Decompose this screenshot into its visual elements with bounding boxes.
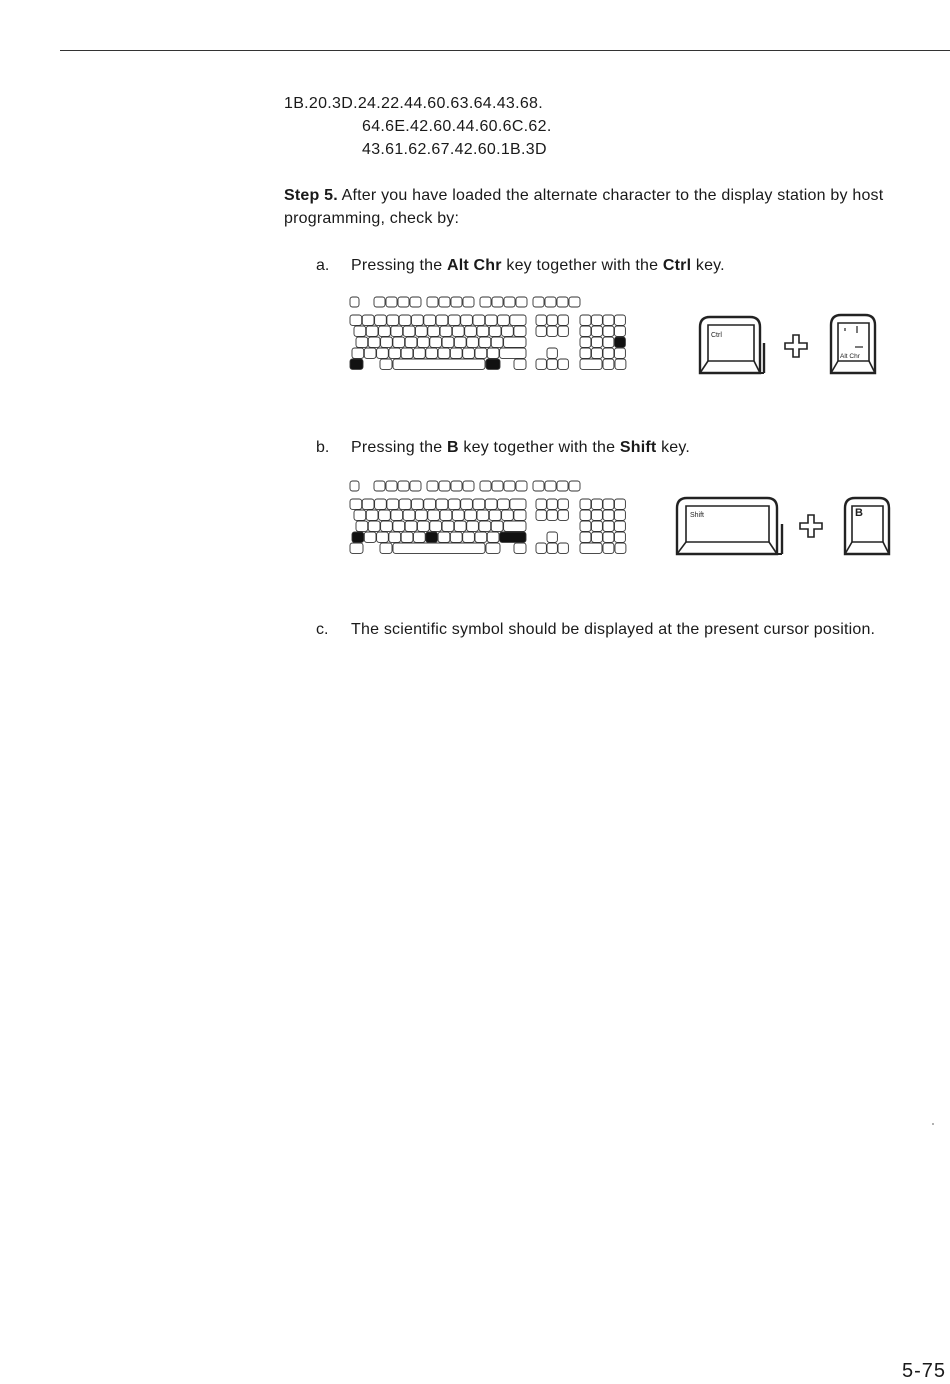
- keyboard-key: [410, 481, 421, 491]
- keyboard-key: [352, 348, 364, 358]
- keyboard-key: [533, 481, 544, 491]
- keyboard-key: [393, 359, 485, 369]
- keyboard-key: [387, 499, 399, 509]
- keyboard-key: [558, 510, 568, 520]
- keyboard-key: [592, 348, 603, 358]
- keyboard-key: [393, 337, 405, 347]
- keyboard-key: [504, 297, 515, 307]
- keyboard-key: [580, 521, 591, 531]
- keyboard-key: [350, 297, 359, 307]
- keyboard-key: [580, 359, 602, 369]
- keyboard-key: [386, 481, 397, 491]
- keyboard-key: [427, 297, 438, 307]
- keyboard-key: [603, 499, 614, 509]
- item-a-key-alt-chr: Alt Chr: [446, 257, 502, 274]
- keyboard-key: [380, 359, 392, 369]
- keyboard-key: [377, 348, 389, 358]
- keyboard-key: [398, 297, 409, 307]
- keyboard-key: [393, 543, 485, 553]
- keyboard-key: [547, 326, 557, 336]
- keyboard-key: [473, 499, 485, 509]
- keyboard-key: [452, 326, 464, 336]
- keyboard-key: [487, 532, 499, 542]
- keyboard-key: [498, 315, 510, 325]
- keyboard-key: [381, 337, 393, 347]
- keyboard-key: [364, 348, 376, 358]
- keyboard-key: [547, 499, 557, 509]
- keyboard-key: [403, 510, 415, 520]
- keyboard-key: [558, 499, 568, 509]
- keyboard-key: [364, 532, 376, 542]
- keyboard-key: [533, 297, 544, 307]
- keyboard-key: [440, 326, 452, 336]
- keyboard-key: [504, 521, 526, 531]
- keyboard-key: [393, 521, 405, 531]
- item-a-marker: a.: [316, 257, 330, 274]
- item-b-marker: b.: [316, 439, 330, 456]
- keyboard-key: [418, 521, 430, 531]
- keyboard-key: [603, 510, 614, 520]
- keyboard-key: [450, 348, 462, 358]
- keyboard-key: [480, 297, 491, 307]
- keyboard-key: [454, 521, 466, 531]
- hex-code-line-2: 64.6E.42.60.44.60.6C.62.: [362, 118, 552, 135]
- keyboard-key: [374, 297, 385, 307]
- keyboard-key: [558, 543, 568, 553]
- keyboard-key: [603, 543, 614, 553]
- keyboard-key: [479, 521, 491, 531]
- keyboard-key: [389, 348, 401, 358]
- keyboard-key: [603, 337, 614, 347]
- keyboard-key: [426, 348, 438, 358]
- keyboard-key: [416, 510, 428, 520]
- keyboard-key: [492, 481, 503, 491]
- keyboard-key: [514, 543, 526, 553]
- keyboard-key: [615, 326, 626, 336]
- keyboard-key: [399, 315, 411, 325]
- keyboard-key: [615, 532, 626, 542]
- keyboard-key: [569, 297, 580, 307]
- keyboard-key: [477, 326, 489, 336]
- keyboard-key: [375, 499, 387, 509]
- keyboard-key: [350, 481, 359, 491]
- b-keycap-icon: [843, 494, 893, 556]
- keyboard-key: [463, 481, 474, 491]
- keyboard-key: [450, 532, 462, 542]
- keyboard-key: [454, 337, 466, 347]
- highlighted-key: [615, 337, 626, 347]
- keyboard-key: [489, 510, 501, 520]
- keyboard-key: [436, 315, 448, 325]
- hex-code-line-3: 43.61.62.67.42.60.1B.3D: [362, 141, 547, 158]
- keyboard-key: [580, 510, 591, 520]
- highlighted-key: [486, 359, 500, 369]
- keyboard-key: [510, 499, 526, 509]
- keyboard-key: [603, 532, 614, 542]
- keyboard-key: [615, 315, 626, 325]
- keyboard-key: [536, 499, 546, 509]
- keyboard-key: [603, 359, 614, 369]
- keyboard-key: [366, 510, 378, 520]
- keyboard-key: [461, 499, 473, 509]
- keyboard-key: [366, 326, 378, 336]
- step5-label: Step 5.: [284, 187, 338, 204]
- item-c-text: The scientific symbol should be displayed at the present cursor position.: [351, 621, 876, 638]
- plus-icon: [783, 333, 809, 359]
- item-b-post: key.: [656, 439, 691, 456]
- keyboard-key: [592, 521, 603, 531]
- keyboard-key: [451, 297, 462, 307]
- keyboard-key: [547, 359, 557, 369]
- keyboard-key: [356, 521, 368, 531]
- keyboard-key: [362, 315, 374, 325]
- item-a-post: key.: [691, 257, 725, 274]
- keyboard-key: [436, 499, 448, 509]
- keyboard-key: [480, 481, 491, 491]
- keyboard-key: [412, 315, 424, 325]
- keyboard-key: [440, 510, 452, 520]
- step5-paragraph: [284, 184, 934, 230]
- keyboard-key: [547, 315, 557, 325]
- keyboard-key: [547, 510, 557, 520]
- keyboard-key: [463, 532, 475, 542]
- keyboard-key: [615, 543, 626, 553]
- keyboard-key: [467, 337, 479, 347]
- keyboard-key: [580, 348, 591, 358]
- item-c-marker: c.: [316, 621, 329, 638]
- keyboard-key: [473, 315, 485, 325]
- keyboard-key: [377, 532, 389, 542]
- keyboard-key: [603, 348, 614, 358]
- keyboard-key: [398, 481, 409, 491]
- keyboard-key: [350, 315, 362, 325]
- ctrl-keycap-icon: [698, 313, 768, 375]
- hex-code-line-1: 1B.20.3D.24.22.44.60.63.64.43.68.: [284, 95, 543, 112]
- keyboard-key: [536, 326, 546, 336]
- keyboard-key: [536, 315, 546, 325]
- keyboard-key: [558, 326, 568, 336]
- keyboard-key: [615, 499, 626, 509]
- keyboard-key: [438, 532, 450, 542]
- keyboard-diagram-b: [348, 477, 632, 593]
- keyboard-key: [428, 326, 440, 336]
- keyboard-key: [479, 337, 491, 347]
- keyboard-key: [592, 499, 603, 509]
- keyboard-key: [485, 315, 497, 325]
- keyboard-key: [463, 348, 475, 358]
- keyboard-key: [430, 337, 442, 347]
- keyboard-key: [467, 521, 479, 531]
- keyboard-key: [615, 510, 626, 520]
- keyboard-key: [536, 510, 546, 520]
- keyboard-key: [516, 481, 527, 491]
- item-a-key-ctrl: Ctrl: [662, 257, 692, 274]
- keyboard-key: [504, 337, 526, 347]
- keyboard-key: [502, 510, 514, 520]
- keyboard-key: [448, 315, 460, 325]
- keyboard-key: [375, 315, 387, 325]
- keyboard-key: [380, 543, 392, 553]
- keyboard-key: [410, 297, 421, 307]
- keyboard-diagram-a: [348, 293, 632, 411]
- keyboard-key: [381, 521, 393, 531]
- highlighted-key: [350, 359, 363, 369]
- ctrl-keycap-label: Ctrl: [711, 332, 722, 339]
- keyboard-key: [545, 297, 556, 307]
- keyboard-key: [475, 348, 487, 358]
- step5-text: After you have loaded the alternate character to the display station by host programming, check by:: [284, 187, 884, 227]
- keyboard-key: [514, 359, 526, 369]
- keyboard-key: [615, 521, 626, 531]
- keyboard-key: [354, 510, 366, 520]
- keyboard-key: [558, 315, 568, 325]
- keyboard-key: [427, 481, 438, 491]
- keyboard-key: [430, 521, 442, 531]
- keyboard-key: [487, 348, 499, 358]
- keyboard-key: [403, 326, 415, 336]
- keyboard-key: [580, 315, 591, 325]
- keyboard-key: [514, 326, 526, 336]
- keyboard-key: [580, 499, 591, 509]
- keyboard-key: [489, 326, 501, 336]
- alt-chr-keycap-icon: [829, 311, 879, 375]
- keyboard-key: [350, 499, 362, 509]
- keyboard-key: [615, 359, 626, 369]
- keyboard-key: [545, 481, 556, 491]
- keyboard-key: [379, 326, 391, 336]
- keyboard-key: [362, 499, 374, 509]
- item-b-pre: Pressing the: [351, 439, 447, 456]
- keyboard-key: [558, 359, 568, 369]
- keyboard-key: [536, 359, 546, 369]
- plus-icon-b: [798, 513, 824, 539]
- keyboard-key: [405, 337, 417, 347]
- keyboard-key: [416, 326, 428, 336]
- keyboard-key: [516, 297, 527, 307]
- keyboard-key: [463, 297, 474, 307]
- highlighted-key: [426, 532, 438, 542]
- keyboard-key: [502, 326, 514, 336]
- keyboard-key: [442, 521, 454, 531]
- shift-keycap-label: Shift: [690, 512, 705, 519]
- keyboard-key: [428, 510, 440, 520]
- item-a-text: [351, 254, 931, 277]
- keyboard-key: [603, 315, 614, 325]
- keyboard-key: [580, 337, 591, 347]
- item-b-mid: key together with the: [458, 439, 620, 456]
- item-a-pre: Pressing the: [351, 257, 447, 274]
- header-rule: [60, 50, 950, 51]
- item-b-key-shift: Shift: [619, 439, 657, 456]
- keyboard-key: [547, 348, 557, 358]
- keyboard-key: [547, 532, 557, 542]
- keyboard-key: [386, 297, 397, 307]
- b-keycap-label: B: [855, 507, 863, 519]
- shift-keycap-icon: [675, 494, 785, 556]
- keyboard-key: [592, 510, 603, 520]
- highlighted-key: [352, 532, 364, 542]
- keyboard-key: [465, 326, 477, 336]
- keyboard-key: [536, 543, 546, 553]
- keyboard-key: [401, 348, 413, 358]
- keyboard-key: [486, 543, 500, 553]
- keyboard-key: [451, 481, 462, 491]
- keyboard-key: [580, 543, 602, 553]
- keyboard-key: [414, 348, 426, 358]
- keyboard-key: [500, 348, 526, 358]
- keyboard-key: [379, 510, 391, 520]
- keyboard-key: [491, 521, 503, 531]
- keyboard-key: [592, 337, 603, 347]
- keyboard-key: [592, 326, 603, 336]
- keyboard-key: [448, 499, 460, 509]
- item-b-key-b: B: [446, 439, 459, 456]
- keyboard-key: [424, 315, 436, 325]
- keyboard-key: [374, 481, 385, 491]
- keyboard-key: [592, 315, 603, 325]
- keyboard-key: [368, 337, 380, 347]
- keyboard-key: [615, 348, 626, 358]
- keyboard-key: [465, 510, 477, 520]
- keyboard-key: [354, 326, 366, 336]
- keyboard-key: [350, 543, 363, 553]
- keyboard-key: [424, 499, 436, 509]
- keyboard-key: [391, 510, 403, 520]
- keyboard-key: [557, 481, 568, 491]
- alt-chr-keycap-label: Alt Chr: [840, 353, 860, 360]
- keyboard-key: [438, 348, 450, 358]
- item-a-mid: key together with the: [501, 257, 663, 274]
- keyboard-key: [569, 481, 580, 491]
- keyboard-key: [514, 510, 526, 520]
- keyboard-key: [391, 326, 403, 336]
- keyboard-key: [491, 337, 503, 347]
- keyboard-key: [412, 499, 424, 509]
- keyboard-key: [389, 532, 401, 542]
- keyboard-key: [439, 481, 450, 491]
- keyboard-key: [547, 543, 557, 553]
- keyboard-key: [418, 337, 430, 347]
- keyboard-key: [399, 499, 411, 509]
- keyboard-key: [405, 521, 417, 531]
- keyboard-key: [498, 499, 510, 509]
- keyboard-key: [592, 532, 603, 542]
- keyboard-key: [580, 532, 591, 542]
- keyboard-key: [492, 297, 503, 307]
- scan-speck: [932, 1123, 934, 1125]
- keyboard-key: [442, 337, 454, 347]
- keyboard-key: [461, 315, 473, 325]
- keyboard-key: [477, 510, 489, 520]
- keyboard-key: [580, 326, 591, 336]
- keyboard-key: [452, 510, 464, 520]
- keyboard-key: [475, 532, 487, 542]
- keyboard-key: [485, 499, 497, 509]
- keyboard-key: [504, 481, 515, 491]
- keyboard-key: [557, 297, 568, 307]
- keyboard-key: [603, 326, 614, 336]
- item-b-text: [351, 436, 931, 459]
- page-number: 5-75: [901, 1360, 946, 1382]
- keyboard-key: [387, 315, 399, 325]
- keyboard-key: [368, 521, 380, 531]
- keyboard-key: [414, 532, 426, 542]
- keyboard-key: [401, 532, 413, 542]
- keyboard-key: [510, 315, 526, 325]
- highlighted-key: [500, 532, 526, 542]
- keyboard-key: [603, 521, 614, 531]
- keyboard-key: [356, 337, 368, 347]
- keyboard-key: [439, 297, 450, 307]
